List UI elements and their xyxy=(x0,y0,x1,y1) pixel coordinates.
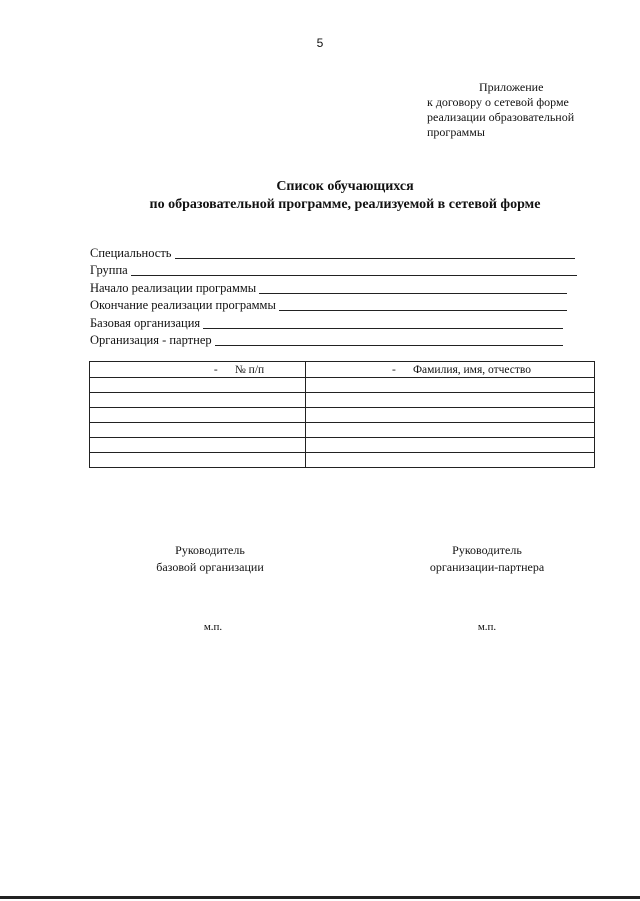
table-cell[interactable] xyxy=(90,393,306,408)
signature-organization: организации-партнера xyxy=(429,560,545,574)
field-label: Организация - партнер xyxy=(90,333,212,347)
fill-line[interactable] xyxy=(203,316,563,329)
field-program-end[interactable] xyxy=(90,296,585,314)
fill-line[interactable] xyxy=(131,263,577,276)
signature-base-organization xyxy=(110,542,310,576)
field-base-organization[interactable] xyxy=(90,313,585,331)
document-title xyxy=(0,178,640,214)
fill-line[interactable] xyxy=(175,246,575,259)
table-cell[interactable] xyxy=(306,408,595,423)
column-header-full-name: - Фамилия, имя, отчество xyxy=(306,362,595,378)
appendix-line-2: к договору о сетевой форме xyxy=(427,95,569,109)
students-table xyxy=(89,361,595,468)
table-row xyxy=(90,438,595,453)
field-group[interactable] xyxy=(90,261,585,279)
appendix-line-3: реализации образовательной xyxy=(427,110,575,124)
field-label: Базовая организация xyxy=(90,315,201,330)
table-cell[interactable] xyxy=(306,378,595,393)
signature-partner-organization xyxy=(387,542,587,576)
form-fields xyxy=(90,243,585,348)
fill-line[interactable] xyxy=(215,333,563,346)
table-row xyxy=(90,378,595,393)
field-label: Начало реализации программы xyxy=(90,280,257,295)
fill-line[interactable] xyxy=(259,281,567,294)
field-program-start[interactable] xyxy=(90,278,585,296)
field-specialty[interactable] xyxy=(90,243,585,261)
table-row xyxy=(90,393,595,408)
appendix-line-4: программы xyxy=(427,125,485,139)
table-cell[interactable] xyxy=(90,378,306,393)
table-row xyxy=(90,453,595,468)
field-label: Группа xyxy=(90,263,128,277)
stamp-place-left: м.п. xyxy=(203,621,223,633)
signature-title: Руководитель xyxy=(452,543,522,557)
column-header-number: - № п/п xyxy=(90,362,306,378)
table-cell[interactable] xyxy=(90,453,306,468)
fill-line[interactable] xyxy=(279,298,567,311)
table-cell[interactable] xyxy=(306,393,595,408)
signature-organization: базовой организации xyxy=(156,560,264,574)
table-row xyxy=(90,408,595,423)
table-row xyxy=(90,423,595,438)
stamp-place-right: м.п. xyxy=(477,621,497,633)
table-cell[interactable] xyxy=(90,423,306,438)
page-edge-divider xyxy=(0,896,640,899)
field-partner-organization[interactable] xyxy=(90,331,585,349)
table-cell[interactable] xyxy=(306,453,595,468)
appendix-line-1: Приложение xyxy=(479,80,544,94)
title-line-2: по образовательной программе, реализуемой в сетевой форме xyxy=(149,197,541,212)
table-cell[interactable] xyxy=(306,438,595,453)
signature-title: Руководитель xyxy=(175,543,245,557)
table-cell[interactable] xyxy=(306,423,595,438)
appendix-note xyxy=(427,80,617,140)
table-cell[interactable] xyxy=(90,438,306,453)
table-cell[interactable] xyxy=(90,408,306,423)
field-label: Окончание реализации программы xyxy=(90,298,276,312)
field-label: Специальность xyxy=(90,245,172,260)
title-line-1: Список обучающихся xyxy=(276,179,414,194)
table-header-row xyxy=(90,362,595,378)
page-number: 5 xyxy=(316,36,324,50)
